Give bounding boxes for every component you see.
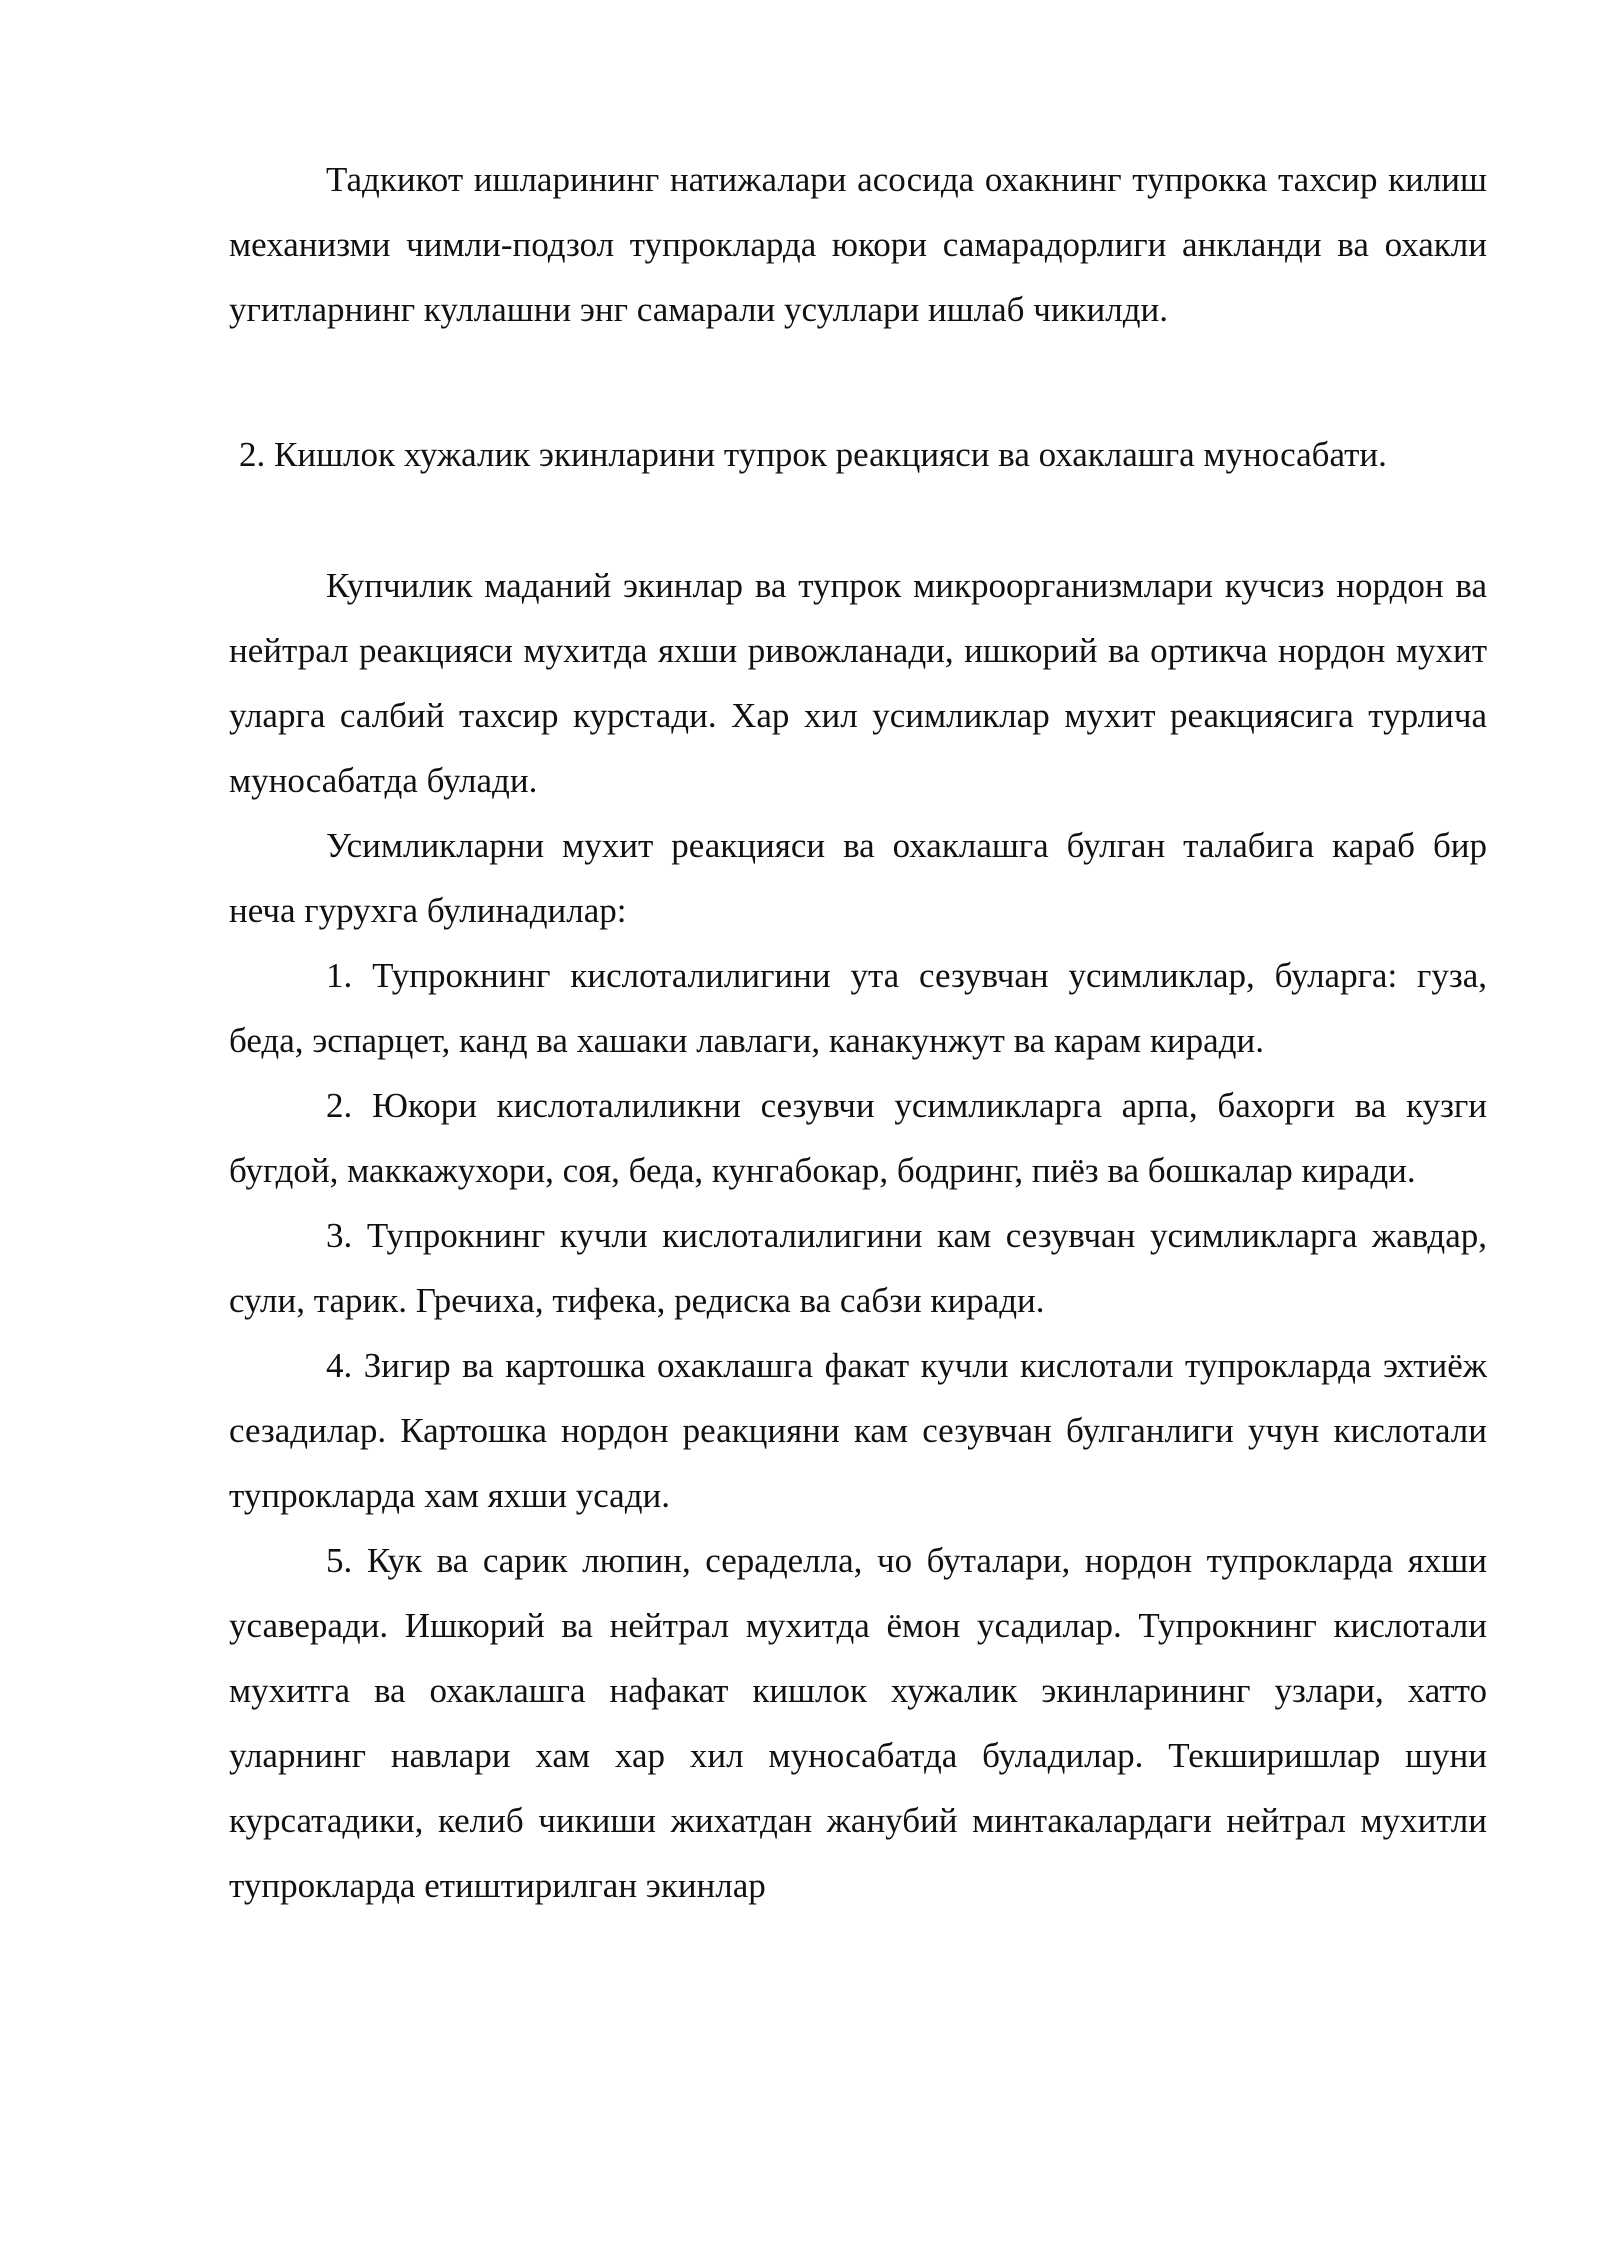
body-paragraph-2: Усимликларни мухит реакцияси ва охаклашга булган талабига караб бир неча гурухга булинадилар:	[229, 826, 1487, 930]
section-heading: 2. Кишлок хужалик экинларини тупрок реакцияси ва охаклашга муносабати.	[239, 435, 1387, 474]
list-item-1: 1. Тупрокнинг кислоталилигини ута сезувчан усимликлар, буларга: гуза, беда, эспарцет, канд ва хашаки лавлаги, канакунжут ва карам киради.	[229, 956, 1487, 1060]
list-item-2: 2. Юкори кислоталиликни сезувчи усимликларга арпа, бахорги ва кузги бугдой, маккажухори, соя, беда, кунгабокар, бодринг, пиёз ва бошкалар киради.	[229, 1086, 1487, 1190]
list-item-4: 4. Зигир ва картошка охаклашга факат кучли кислотали тупрокларда эхтиёж сезадилар. Картошка нордон реакцияни кам сезувчан булганлиги учун кислотали тупрокларда хам яхши усади.	[229, 1346, 1487, 1515]
intro-paragraph: Тадкикот ишларининг натижалари асосида охакнинг тупрокка тахсир килиш механизми чимли-подзол тупрокларда юкори самарадорлиги анкланди ва охакли угитларнинг куллашни энг самарали усуллари ишлаб чикилди.	[229, 160, 1487, 329]
spacer	[229, 342, 1487, 422]
list-item-3: 3. Тупрокнинг кучли кислоталилигини кам сезувчан усимликларга жавдар, сули, тарик. Гречиха, тифека, редиска ва сабзи киради.	[229, 1216, 1487, 1320]
spacer	[229, 487, 1487, 553]
list-item-5: 5. Кук ва сарик люпин, сераделла, чо буталари, нордон тупрокларда яхши усаверади. Ишкорий ва нейтрал мухитда ёмон усадилар. Тупрокнинг кислотали мухитга ва охаклашга нафакат кишлок хужалик экинларининг узлари, хатто уларнинг навлари хам хар хил муносабатда буладилар. Текширишлар шуни курсатадики, келиб чикиши жихатдан жанубий минтакалардаги нейтрал мухитли тупрокларда етиштирилган экинлар	[229, 1541, 1487, 1905]
text-column	[229, 147, 1487, 1918]
body-paragraph-1: Купчилик маданий экинлар ва тупрок микроорганизмлари кучсиз нордон ва нейтрал реакцияси мухитда яхши ривожланади, ишкорий ва ортикча нордон мухит уларга салбий тахсир курстади. Хар хил усимликлар мухит реакциясига турлича муносабатда булади.	[229, 566, 1487, 800]
